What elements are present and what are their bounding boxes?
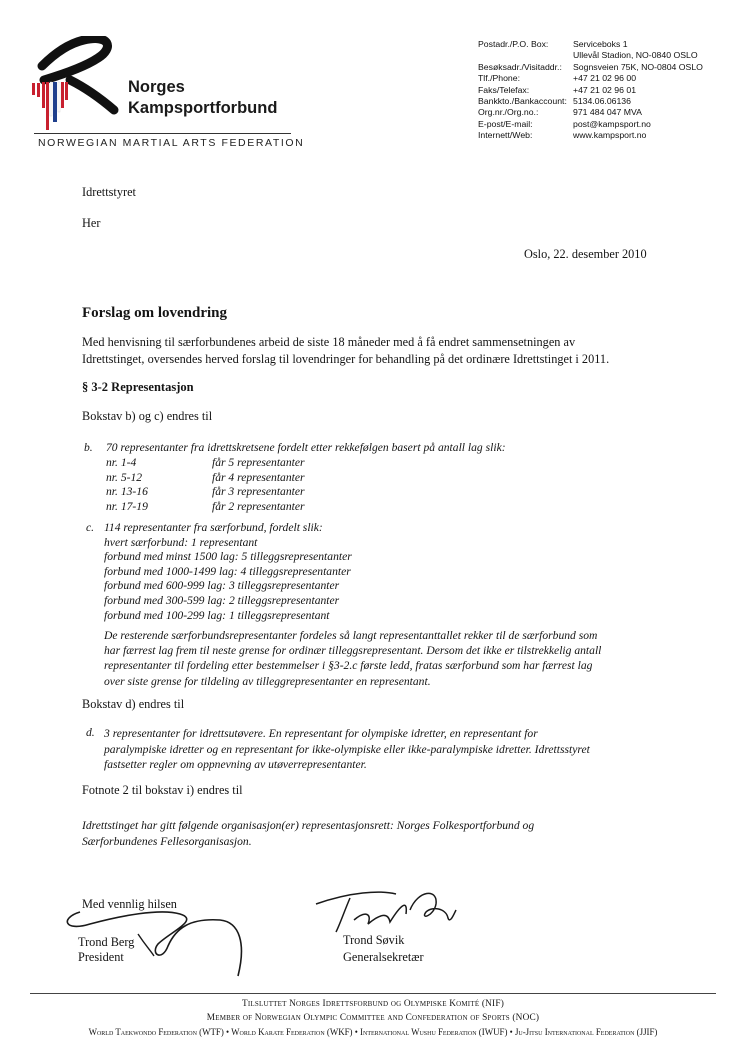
- org-name-english: NORWEGIAN MARTIAL ARTS FEDERATION: [38, 137, 305, 149]
- footnote-text: [82, 818, 534, 849]
- list-item: forbund med 300-599 lag: 2 tilleggsrepresentanter: [104, 593, 340, 607]
- range-value: får 2 representanter: [212, 499, 305, 513]
- intro-line: Idrettstinget, oversendes herved forslag til lovendringer for behandling på det ordinære Idrettstinget i 2011.: [82, 352, 610, 366]
- contact-label: E-post/E-mail:: [478, 118, 533, 129]
- range-label: nr. 17-19: [106, 499, 148, 513]
- contact-label: Internett/Web:: [478, 130, 533, 141]
- paragraph-line: har færrest lag frem til neste grense for ordinær tilleggsrepresentant. Dersom det ikke er tilstrekkelig antall: [104, 644, 602, 658]
- org-name-line1: Norges: [128, 78, 185, 96]
- list-item: [106, 500, 305, 515]
- footer-line: Member of Norwegian Olympic Committee and Confederation of Sports (NOC): [206, 1013, 540, 1023]
- contact-row: [478, 96, 703, 107]
- signature-secretary-general: [310, 884, 460, 936]
- contact-label: Besøksadr./Visitaddr.:: [478, 61, 562, 72]
- range-value: får 3 representanter: [212, 485, 305, 499]
- contact-value: Sognsveien 75K, NO-0804 OSLO: [573, 61, 703, 72]
- list-item: 114 representanter fra særforbund, fordelt slik:: [104, 521, 323, 534]
- item-b-marker: b.: [84, 441, 93, 454]
- contact-row: [478, 130, 703, 141]
- paragraph-line: Særforbundenes Fellesorganisasjon.: [82, 834, 252, 848]
- contact-value: +47 21 02 96 00: [573, 73, 637, 84]
- contact-label: Tlf./Phone:: [478, 73, 521, 84]
- footnote-intro: Fotnote 2 til bokstav i) endres til: [82, 783, 243, 797]
- signer2: [343, 932, 424, 965]
- contact-block: [478, 39, 703, 142]
- range-label: nr. 1-4: [106, 456, 137, 469]
- recipient: Idrettstyret: [82, 185, 136, 199]
- item-b-text: 70 representanter fra idrettskretsene fordelt etter rekkefølgen basert på antall lag slik:: [106, 441, 506, 454]
- contact-row: [478, 107, 703, 118]
- contact-label: Org.nr./Org.no.:: [478, 107, 539, 118]
- list-item: [106, 471, 305, 486]
- org-name-line2: Kampsportforbund: [128, 99, 278, 117]
- recipient-place: Her: [82, 216, 101, 230]
- contact-label: Faks/Telefax:: [478, 84, 530, 95]
- range-value: får 4 representanter: [212, 470, 305, 484]
- contact-label: Bankkto./Bankaccount:: [478, 96, 567, 107]
- contact-row: [478, 119, 703, 130]
- paragraph-line: fastsetter regler om oppnevning av utøverrepresentanter.: [104, 758, 367, 771]
- contact-label: Postadr./P.O. Box:: [478, 39, 549, 49]
- paragraph-line: paralympiske idretter og en representant for ikke-olympiske eller ikke-paralympiske idretter. Idrettsstyret: [104, 742, 590, 756]
- footer-line: Tilsluttet Norges Idrettsforbund og Olympiske Komité (NIF): [242, 999, 504, 1009]
- signer1: [78, 935, 134, 965]
- contact-value: Serviceboks 1: [573, 39, 628, 49]
- footer-divider: [30, 993, 716, 994]
- contact-row: [478, 39, 703, 50]
- paragraph-line: over siste grense for tildeling av tilleggrepresentanter en representant.: [104, 674, 431, 688]
- contact-row: [478, 85, 703, 96]
- contact-value: Ullevål Stadion, NO-0840 OSLO: [573, 50, 698, 61]
- closing: Med vennlig hilsen: [82, 897, 177, 911]
- list-item: forbund med 100-299 lag: 1 tilleggsrepresentant: [104, 608, 330, 622]
- signer1-name: Trond Berg: [78, 935, 135, 949]
- logo-divider: [34, 133, 291, 134]
- item-d-lines: [104, 726, 590, 773]
- footer-line: World Taekwondo Federation (WTF) • World Karate Federation (WKF) • International Wushu Federation (IWUF) • Ju-Jitsu International Federation (JJIF): [88, 1027, 658, 1037]
- paragraph-line: representanter til fordeling etter bestemmelser i §3-2.c første ledd, fratas særforbund som har færrest lag: [104, 659, 593, 673]
- contact-row: [478, 73, 703, 84]
- signer2-name: Trond Søvik: [343, 933, 405, 947]
- list-item: forbund med 600-999 lag: 3 tilleggsrepresentanter: [104, 579, 340, 593]
- letter-date: Oslo, 22. desember 2010: [524, 247, 647, 261]
- list-item: [106, 456, 305, 471]
- contact-website[interactable]: www.kampsport.no: [573, 130, 647, 141]
- paragraph-line: 3 representanter for idrettsutøvere. En representant for olympiske idretter, en representant for: [104, 727, 538, 740]
- range-label: nr. 5-12: [106, 470, 143, 484]
- contact-row: [478, 62, 703, 73]
- section-heading: § 3-2 Representasjon: [82, 380, 194, 394]
- signature-president: [50, 884, 250, 980]
- d-intro: Bokstav d) endres til: [82, 697, 185, 711]
- contact-row: [478, 50, 703, 61]
- list-item: forbund med 1000-1499 lag: 4 tilleggsrepresentanter: [104, 564, 351, 578]
- letter-title: Forslag om lovendring: [82, 305, 227, 321]
- item-c-marker: c.: [86, 521, 95, 534]
- signer1-title: President: [78, 950, 124, 964]
- list-item: [106, 485, 305, 500]
- bc-intro: Bokstav b) og c) endres til: [82, 409, 213, 423]
- item-d-marker: d.: [86, 726, 95, 739]
- item-c-paragraph: [104, 628, 601, 689]
- list-item: forbund med minst 1500 lag: 5 tilleggsrepresentanter: [104, 550, 352, 564]
- federation-logo: [30, 36, 126, 130]
- item-b-table: [106, 456, 305, 514]
- contact-value: 971 484 047 MVA: [573, 107, 642, 118]
- signer2-title: Generalsekretær: [343, 949, 424, 964]
- contact-value: 5134.06.06136: [573, 96, 631, 107]
- contact-value: +47 21 02 96 01: [573, 84, 637, 95]
- paragraph-line: Idrettstinget har gitt følgende organisasjon(er) representasjonsrett: Norges Folkesportforbund og: [82, 819, 535, 832]
- range-value: får 5 representanter: [212, 456, 305, 469]
- paragraph-line: De resterende særforbundsrepresentanter fordeles så langt representanttallet rekker til de særforbund som: [104, 629, 598, 642]
- item-c-lines: [104, 521, 352, 623]
- org-name: [128, 77, 277, 119]
- contact-label: [478, 50, 573, 61]
- intro-line: Med henvisning til særforbundenes arbeid de siste 18 måneder med å få endret sammensetningen av: [82, 335, 576, 349]
- contact-email[interactable]: post@kampsport.no: [573, 118, 651, 129]
- range-label: nr. 13-16: [106, 485, 148, 499]
- list-item: hvert særforbund: 1 representant: [104, 535, 258, 549]
